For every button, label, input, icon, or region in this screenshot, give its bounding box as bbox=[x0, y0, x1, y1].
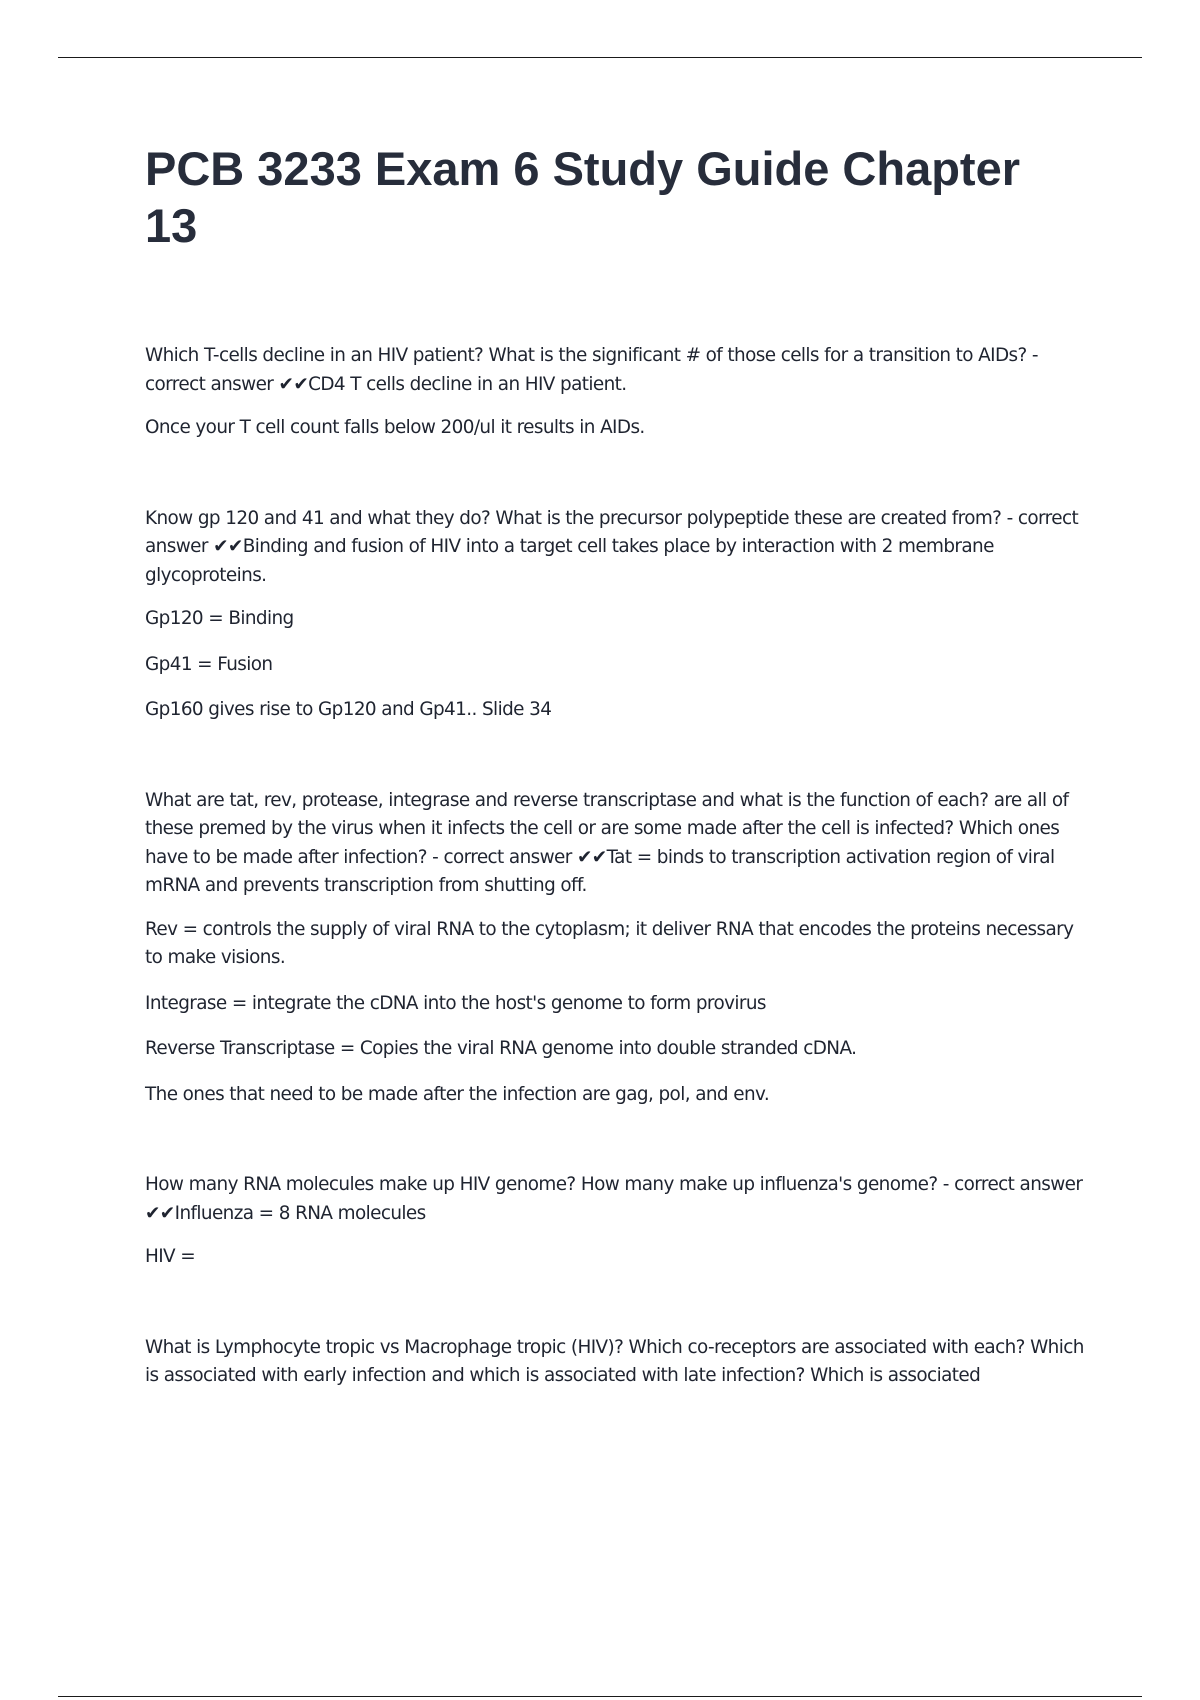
qa-answer-line: The ones that need to be made after the infection are gag, pol, and env. bbox=[145, 1083, 770, 1105]
qa-answer-line: Gp120 = Binding bbox=[145, 608, 294, 629]
qa-item-viral-proteins bbox=[145, 787, 1085, 1110]
qa-question-answer: How many RNA molecules make up HIV genome? How many make up influenza's genome? - correct answer ✔✔Influenza = 8 RNA molecules bbox=[145, 1174, 1083, 1224]
qa-question-answer: Know gp 120 and 41 and what they do? What is the precursor polypeptide these are created from? - correct answer ✔✔Binding and fusion of HIV into a target cell takes place by interaction with 2 membrane glycoproteins. bbox=[145, 507, 1079, 586]
qa-answer-line: HIV = bbox=[145, 1246, 196, 1267]
qa-answer-line: Gp41 = Fusion bbox=[145, 653, 273, 675]
qa-answer-line: Reverse Transcriptase = Copies the viral RNA genome into double stranded cDNA. bbox=[145, 1038, 857, 1059]
document-title: PCB 3233 Exam 6 Study Guide Chapter 13 bbox=[145, 142, 1021, 252]
qa-question-answer: What is Lymphocyte tropic vs Macrophage tropic (HIV)? Which co-receptors are associated with each? Which is associated with early infection and which is associated with late infection? Which is associated bbox=[145, 1336, 1084, 1386]
qa-item-tropism bbox=[145, 1334, 1085, 1391]
document-page bbox=[145, 140, 1085, 1453]
qa-question-answer: What are tat, rev, protease, integrase and reverse transcriptase and what is the function of each? are all of these premed by the virus when it infects the cell or are some made after the cell is infected? Which ones have to be made after infection? - correct answer ✔✔Tat = binds to transcription activation region of viral mRNA and prevents transcription from shutting off. bbox=[145, 789, 1069, 896]
qa-answer-line: Once your T cell count falls below 200/ul it results in AIDs. bbox=[145, 417, 645, 438]
qa-item-rna-molecules bbox=[145, 1171, 1085, 1272]
qa-item-gp120-gp41 bbox=[145, 505, 1085, 725]
top-rule bbox=[58, 57, 1142, 58]
qa-question-answer: Which T-cells decline in an HIV patient? What is the significant # of those cells for a transition to AIDs? - correct answer ✔✔CD4 T cells decline in an HIV patient. bbox=[145, 345, 1038, 395]
bottom-rule bbox=[58, 1696, 1142, 1697]
qa-answer-line: Gp160 gives rise to Gp120 and Gp41.. Slide 34 bbox=[145, 699, 552, 720]
qa-answer-line: Rev = controls the supply of viral RNA to the cytoplasm; it deliver RNA that encodes the proteins necessary to make visions. bbox=[145, 918, 1074, 968]
qa-item-t-cells bbox=[145, 342, 1085, 443]
qa-answer-line: Integrase = integrate the cDNA into the host's genome to form provirus bbox=[145, 992, 766, 1014]
qa-list bbox=[145, 342, 1085, 1391]
